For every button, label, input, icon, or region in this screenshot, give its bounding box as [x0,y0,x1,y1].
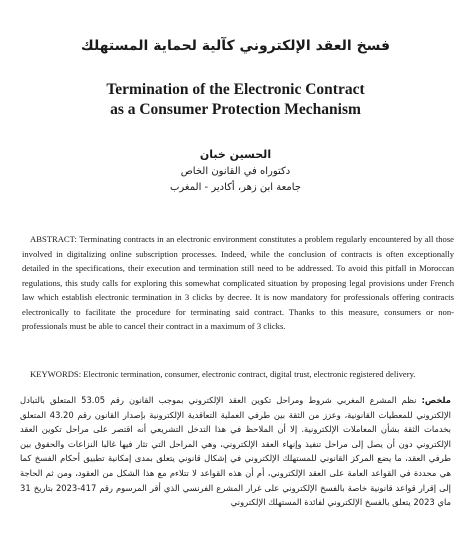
keywords-paragraph [22,368,454,380]
summary-text: نظم المشرع المغربي شروط ومراحل تكوين العقد الإلكتروني بموجب القانون رقم 53.05 المتعلق بالتبادل الإلكتروني للمعطيات القانونية، وعزز من الثقة بين طرفي العملية التعاقدية الإلكترونية بإصدار القانون رقم 43.20 المتعلق بخدمات الثقة بشأن المعاملات الإلكترونية. إلا أن الملاحظ في هذا التدخل التشريعي أنه اقتصر على مراحل تكوين العقد الإلكتروني دون أن يصل إلى مراحل تنفيذ وإنهاء العقد الإلكتروني، وهي المراحل التي تثار فيها غالبا النزاعات والحقوق بين طرفي العقد، ما يضع المركز القانوني للمستهلك الإلكتروني في إشكال قانوني يتعلق بمدى إمكانية تطبيق أحكام الفسخ كما هي محددة في القواعد العامة على العقد الإلكتروني، أم أن هذه القواعد لا تتلاءم مع هذا الشكل من العقود، ومن ثم الحاجة إلى إقرار قواعد قانونية خاصة بالفسخ الإلكتروني على غرار المشرع الفرنسي الذي أقر المرسوم رقم 417-2023 بتاريخ 31 ماي 2023 يتعلق بالفسخ الإلكتروني لفائدة المستهلك الإلكتروني [20,395,452,508]
arabic-summary-paragraph [20,393,451,510]
author-name: الحسين خبان [199,148,272,161]
abstract-paragraph [22,232,454,334]
english-title [0,80,471,120]
author-affiliation: جامعة ابن زهر، أكادير - المغرب [170,182,301,193]
summary-label: ملخص: [421,395,451,405]
english-title-line-2: as a Consumer Protection Mechanism [110,101,361,118]
abstract-label: ABSTRACT: [30,234,77,244]
keywords-label: KEYWORDS: [30,369,82,379]
author-degree: دكتوراه في القانون الخاص [180,166,291,177]
abstract-text: Terminating contracts in an electronic environment constitutes a problem regularly encountered by all those involved in digitalizing online subscription processes. Indeed, while the conclusion of contracts is often exceptionally detailed in the specifications, their execution and termination still need to be addressed. To avoid this pitfall in Moroccan regulations, this study calls for exploring this somewhat complicated situation by proposing legal provisions under French law which establish electronic termination in 3 clicks by decree. It is now mandatory for professionals offering contracts electronically to facilitate the procedure for terminating said contract. Thanks to this measure, consumers or non-professionals must be able to cancel their contract in a maximum of 3 clicks. [22,234,454,331]
keywords-text: Electronic termination, consumer, electronic contract, digital trust, electronic registered delivery. [83,369,416,379]
english-title-line-1: Termination of the Electronic Contract [106,81,365,98]
arabic-title: فسخ العقد الإلكتروني كآلية لحماية المستهلك [80,38,391,54]
author-block [0,146,471,196]
